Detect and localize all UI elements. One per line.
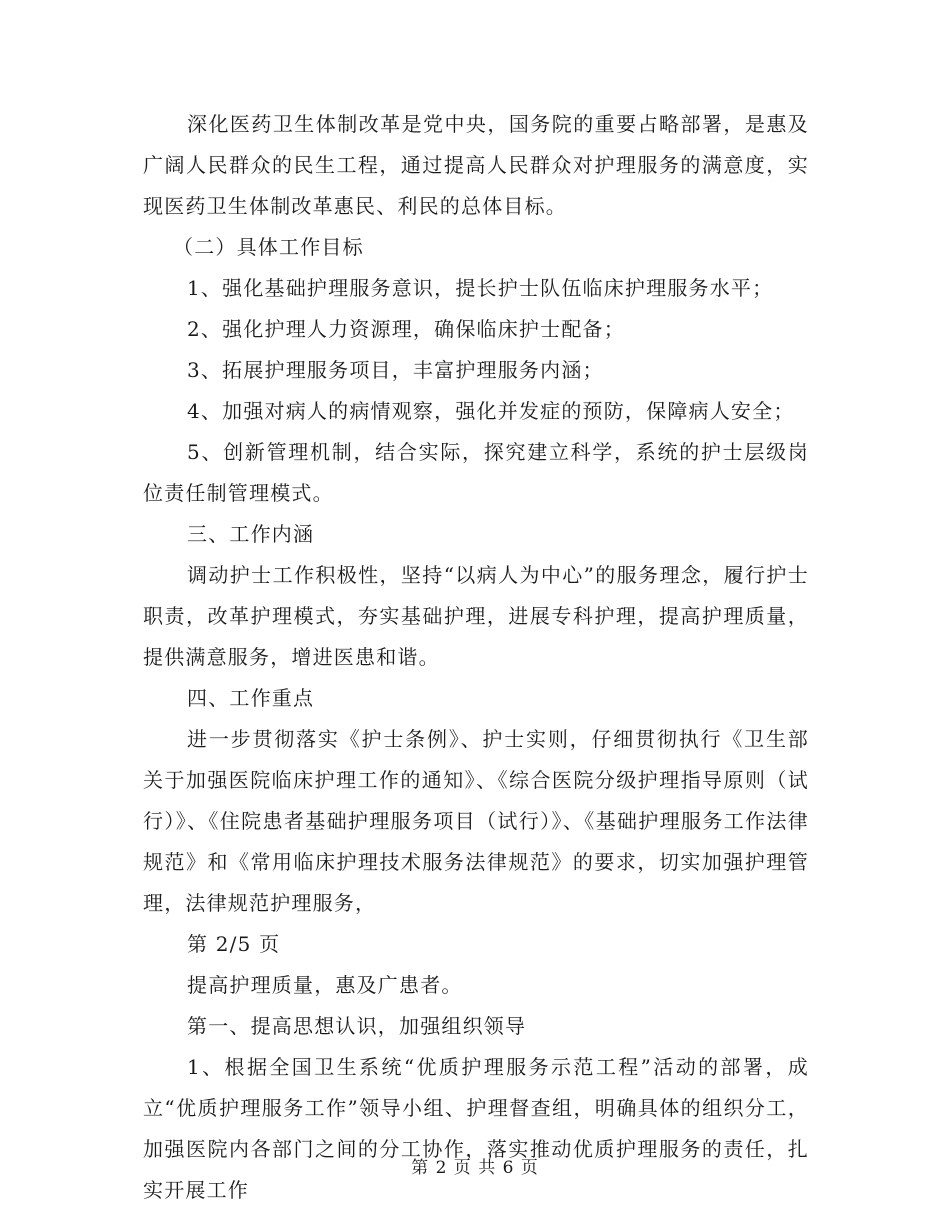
paragraph-improve-quality: 提高护理质量，惠及广患者。 bbox=[187, 973, 463, 997]
goal-item-3: 3、拓展护理服务项目，丰富护理服务内涵； bbox=[187, 358, 604, 382]
goal-item-1: 1、强化基础护理服务意识，提长护士队伍临床护理服务水平； bbox=[187, 276, 774, 300]
goal-item-4: 4、加强对病人的病情观察，强化并发症的预防，保障病人安全； bbox=[187, 399, 795, 423]
heading-leadership: 第一、提高思想认识，加强组织领导 bbox=[187, 1014, 527, 1038]
paragraph-work-focus: 进一步贯彻落实《护士条例》、护士实则，仔细贯彻执行《卫生部关于加强医院临床护理工作的通知》、《综合医院分级护理指导原则（试行）》、《住院患者基础护理服务项目（试行）》、《基础护理服务工作法律规范》和《常用临床护理技术服务法律规范》的要求，切实加强护理管理，法律规范护理服务， bbox=[143, 727, 809, 915]
inline-page-marker: 第 2/5 页 bbox=[187, 932, 281, 956]
document-body bbox=[143, 104, 809, 1211]
paragraph-reform-goal: 深化医药卫生体制改革是党中央，国务院的重要占略部署，是惠及广阔人民群众的民生工程，通过提高人民群众对护理服务的满意度，实现医药卫生体制改革惠民、利民的总体目标。 bbox=[143, 112, 809, 218]
page-footer: 第 2 页 共 6 页 bbox=[411, 1158, 539, 1178]
heading-work-focus: 四、工作重点 bbox=[187, 686, 315, 710]
heading-specific-goals: （二）具体工作目标 bbox=[173, 235, 364, 259]
heading-work-content: 三、工作内涵 bbox=[187, 522, 315, 546]
leadership-item-1: 1、根据全国卫生系统“优质护理服务示范工程”活动的部署，成立“优质护理服务工作”领导小组、护理督查组，明确具体的组织分工，加强医院内各部门之间的分工协作，落实推动优质护理服务的责任，扎实开展工作 bbox=[143, 1055, 809, 1202]
goal-item-2: 2、强化护理人力资源理，确保临床护士配备； bbox=[187, 317, 625, 341]
paragraph-work-content: 调动护士工作积极性，坚持“以病人为中心”的服务理念，履行护士职责，改革护理模式，夯实基础护理，进展专科护理，提高护理质量，提供满意服务，增进医患和谐。 bbox=[143, 563, 809, 669]
goal-item-5: 5、创新管理机制，结合实际，探究建立科学，系统的护士层级岗位责任制管理模式。 bbox=[143, 440, 809, 505]
